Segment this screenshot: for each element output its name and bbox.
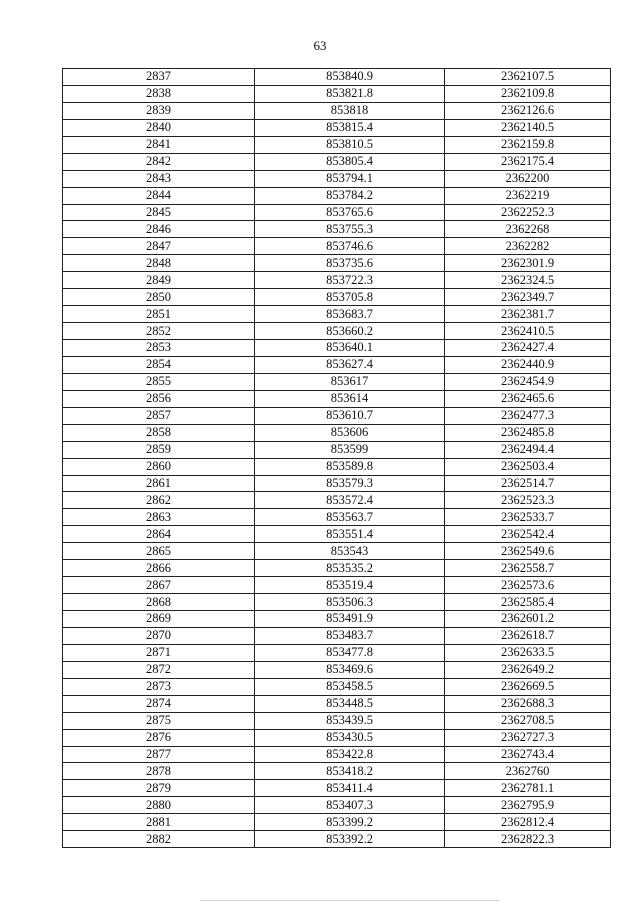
point-number-cell: 2854: [63, 356, 255, 373]
x-coordinate-cell: 853784.2: [255, 187, 445, 204]
table-row: [63, 526, 611, 543]
x-coordinate-cell: 853610.7: [255, 407, 445, 424]
y-coordinate-cell: 2362743.4: [445, 746, 611, 763]
y-coordinate-cell: 2362159.8: [445, 136, 611, 153]
x-coordinate-cell: 853469.6: [255, 661, 445, 678]
table-row: [63, 678, 611, 695]
y-coordinate-cell: 2362427.4: [445, 340, 611, 357]
table-row: [63, 356, 611, 373]
x-coordinate-cell: 853483.7: [255, 627, 445, 644]
table-row: [63, 712, 611, 729]
point-number-cell: 2839: [63, 102, 255, 119]
point-number-cell: 2869: [63, 611, 255, 628]
point-number-cell: 2860: [63, 458, 255, 475]
table-row: [63, 509, 611, 526]
point-number-cell: 2870: [63, 627, 255, 644]
table-row: [63, 644, 611, 661]
table-row: [63, 492, 611, 509]
x-coordinate-cell: 853810.5: [255, 136, 445, 153]
point-number-cell: 2871: [63, 644, 255, 661]
table-row: [63, 661, 611, 678]
y-coordinate-cell: 2362558.7: [445, 560, 611, 577]
table-row: [63, 577, 611, 594]
point-number-cell: 2846: [63, 221, 255, 238]
point-number-cell: 2876: [63, 729, 255, 746]
table-row: [63, 560, 611, 577]
table-row: [63, 373, 611, 390]
point-number-cell: 2853: [63, 340, 255, 357]
y-coordinate-cell: 2362573.6: [445, 577, 611, 594]
table-row: [63, 814, 611, 831]
y-coordinate-cell: 2362140.5: [445, 119, 611, 136]
x-coordinate-cell: 853491.9: [255, 611, 445, 628]
point-number-cell: 2882: [63, 831, 255, 848]
table-row: [63, 340, 611, 357]
table-row: [63, 695, 611, 712]
table-row: [63, 153, 611, 170]
point-number-cell: 2875: [63, 712, 255, 729]
table-row: [63, 306, 611, 323]
x-coordinate-cell: 853399.2: [255, 814, 445, 831]
x-coordinate-cell: 853579.3: [255, 475, 445, 492]
x-coordinate-cell: 853543: [255, 543, 445, 560]
point-number-cell: 2877: [63, 746, 255, 763]
y-coordinate-cell: 2362618.7: [445, 627, 611, 644]
y-coordinate-cell: 2362126.6: [445, 102, 611, 119]
table-row: [63, 831, 611, 848]
point-number-cell: 2856: [63, 390, 255, 407]
table-row: [63, 627, 611, 644]
table-row: [63, 797, 611, 814]
scan-artifact-line: [200, 900, 500, 901]
x-coordinate-cell: 853818: [255, 102, 445, 119]
x-coordinate-cell: 853506.3: [255, 594, 445, 611]
point-number-cell: 2842: [63, 153, 255, 170]
table-row: [63, 780, 611, 797]
y-coordinate-cell: 2362454.9: [445, 373, 611, 390]
x-coordinate-cell: 853614: [255, 390, 445, 407]
point-number-cell: 2865: [63, 543, 255, 560]
y-coordinate-cell: 2362324.5: [445, 272, 611, 289]
page-number: 63: [313, 38, 327, 53]
point-number-cell: 2878: [63, 763, 255, 780]
y-coordinate-cell: 2362349.7: [445, 289, 611, 306]
table-row: [63, 204, 611, 221]
y-coordinate-cell: 2362252.3: [445, 204, 611, 221]
table-row: [63, 272, 611, 289]
y-coordinate-cell: 2362822.3: [445, 831, 611, 848]
point-number-cell: 2862: [63, 492, 255, 509]
y-coordinate-cell: 2362795.9: [445, 797, 611, 814]
point-number-cell: 2848: [63, 255, 255, 272]
x-coordinate-cell: 853563.7: [255, 509, 445, 526]
point-number-cell: 2881: [63, 814, 255, 831]
x-coordinate-cell: 853606: [255, 424, 445, 441]
table-row: [63, 424, 611, 441]
point-number-cell: 2874: [63, 695, 255, 712]
x-coordinate-cell: 853746.6: [255, 238, 445, 255]
point-number-cell: 2845: [63, 204, 255, 221]
point-number-cell: 2859: [63, 441, 255, 458]
x-coordinate-cell: 853640.1: [255, 340, 445, 357]
point-number-cell: 2850: [63, 289, 255, 306]
x-coordinate-cell: 853599: [255, 441, 445, 458]
y-coordinate-cell: 2362175.4: [445, 153, 611, 170]
table-row: [63, 102, 611, 119]
y-coordinate-cell: 2362440.9: [445, 356, 611, 373]
point-number-cell: 2873: [63, 678, 255, 695]
x-coordinate-cell: 853535.2: [255, 560, 445, 577]
y-coordinate-cell: 2362633.5: [445, 644, 611, 661]
x-coordinate-cell: 853755.3: [255, 221, 445, 238]
y-coordinate-cell: 2362708.5: [445, 712, 611, 729]
table-row: [63, 746, 611, 763]
y-coordinate-cell: 2362485.8: [445, 424, 611, 441]
table-row: [63, 407, 611, 424]
table-row: [63, 238, 611, 255]
y-coordinate-cell: 2362301.9: [445, 255, 611, 272]
point-number-cell: 2849: [63, 272, 255, 289]
x-coordinate-cell: 853458.5: [255, 678, 445, 695]
point-number-cell: 2844: [63, 187, 255, 204]
y-coordinate-cell: 2362109.8: [445, 85, 611, 102]
point-number-cell: 2866: [63, 560, 255, 577]
y-coordinate-cell: 2362219: [445, 187, 611, 204]
point-number-cell: 2861: [63, 475, 255, 492]
point-number-cell: 2879: [63, 780, 255, 797]
x-coordinate-cell: 853392.2: [255, 831, 445, 848]
y-coordinate-cell: 2362381.7: [445, 306, 611, 323]
point-number-cell: 2857: [63, 407, 255, 424]
point-number-cell: 2864: [63, 526, 255, 543]
y-coordinate-cell: 2362542.4: [445, 526, 611, 543]
x-coordinate-cell: 853627.4: [255, 356, 445, 373]
point-number-cell: 2851: [63, 306, 255, 323]
x-coordinate-cell: 853519.4: [255, 577, 445, 594]
point-number-cell: 2858: [63, 424, 255, 441]
x-coordinate-cell: 853794.1: [255, 170, 445, 187]
x-coordinate-cell: 853683.7: [255, 306, 445, 323]
y-coordinate-cell: 2362477.3: [445, 407, 611, 424]
coordinates-table-body: [63, 69, 611, 848]
y-coordinate-cell: 2362514.7: [445, 475, 611, 492]
x-coordinate-cell: 853572.4: [255, 492, 445, 509]
table-row: [63, 119, 611, 136]
y-coordinate-cell: 2362282: [445, 238, 611, 255]
x-coordinate-cell: 853735.6: [255, 255, 445, 272]
table-row: [63, 763, 611, 780]
table-row: [63, 255, 611, 272]
y-coordinate-cell: 2362688.3: [445, 695, 611, 712]
x-coordinate-cell: 853422.8: [255, 746, 445, 763]
x-coordinate-cell: 853722.3: [255, 272, 445, 289]
point-number-cell: 2867: [63, 577, 255, 594]
x-coordinate-cell: 853840.9: [255, 69, 445, 86]
y-coordinate-cell: 2362200: [445, 170, 611, 187]
y-coordinate-cell: 2362107.5: [445, 69, 611, 86]
x-coordinate-cell: 853660.2: [255, 323, 445, 340]
x-coordinate-cell: 853418.2: [255, 763, 445, 780]
point-number-cell: 2868: [63, 594, 255, 611]
x-coordinate-cell: 853439.5: [255, 712, 445, 729]
table-row: [63, 390, 611, 407]
x-coordinate-cell: 853617: [255, 373, 445, 390]
coordinates-table: [62, 68, 611, 848]
y-coordinate-cell: 2362601.2: [445, 611, 611, 628]
table-row: [63, 221, 611, 238]
table-row: [63, 475, 611, 492]
y-coordinate-cell: 2362523.3: [445, 492, 611, 509]
y-coordinate-cell: 2362727.3: [445, 729, 611, 746]
y-coordinate-cell: 2362268: [445, 221, 611, 238]
point-number-cell: 2863: [63, 509, 255, 526]
table-row: [63, 85, 611, 102]
table-row: [63, 611, 611, 628]
x-coordinate-cell: 853477.8: [255, 644, 445, 661]
point-number-cell: 2852: [63, 323, 255, 340]
x-coordinate-cell: 853805.4: [255, 153, 445, 170]
y-coordinate-cell: 2362812.4: [445, 814, 611, 831]
x-coordinate-cell: 853411.4: [255, 780, 445, 797]
table-row: [63, 289, 611, 306]
point-number-cell: 2840: [63, 119, 255, 136]
x-coordinate-cell: 853448.5: [255, 695, 445, 712]
point-number-cell: 2847: [63, 238, 255, 255]
table-row: [63, 594, 611, 611]
table-row: [63, 543, 611, 560]
point-number-cell: 2872: [63, 661, 255, 678]
table-row: [63, 136, 611, 153]
x-coordinate-cell: 853815.4: [255, 119, 445, 136]
x-coordinate-cell: 853430.5: [255, 729, 445, 746]
y-coordinate-cell: 2362649.2: [445, 661, 611, 678]
y-coordinate-cell: 2362781.1: [445, 780, 611, 797]
table-row: [63, 187, 611, 204]
table-row: [63, 170, 611, 187]
y-coordinate-cell: 2362465.6: [445, 390, 611, 407]
point-number-cell: 2843: [63, 170, 255, 187]
y-coordinate-cell: 2362503.4: [445, 458, 611, 475]
x-coordinate-cell: 853705.8: [255, 289, 445, 306]
y-coordinate-cell: 2362585.4: [445, 594, 611, 611]
y-coordinate-cell: 2362494.4: [445, 441, 611, 458]
x-coordinate-cell: 853765.6: [255, 204, 445, 221]
y-coordinate-cell: 2362669.5: [445, 678, 611, 695]
y-coordinate-cell: 2362533.7: [445, 509, 611, 526]
x-coordinate-cell: 853821.8: [255, 85, 445, 102]
point-number-cell: 2855: [63, 373, 255, 390]
y-coordinate-cell: 2362549.6: [445, 543, 611, 560]
table-row: [63, 69, 611, 86]
y-coordinate-cell: 2362410.5: [445, 323, 611, 340]
table-row: [63, 729, 611, 746]
y-coordinate-cell: 2362760: [445, 763, 611, 780]
point-number-cell: 2838: [63, 85, 255, 102]
point-number-cell: 2880: [63, 797, 255, 814]
point-number-cell: 2841: [63, 136, 255, 153]
table-row: [63, 458, 611, 475]
table-row: [63, 323, 611, 340]
x-coordinate-cell: 853407.3: [255, 797, 445, 814]
point-number-cell: 2837: [63, 69, 255, 86]
x-coordinate-cell: 853551.4: [255, 526, 445, 543]
x-coordinate-cell: 853589.8: [255, 458, 445, 475]
table-row: [63, 441, 611, 458]
